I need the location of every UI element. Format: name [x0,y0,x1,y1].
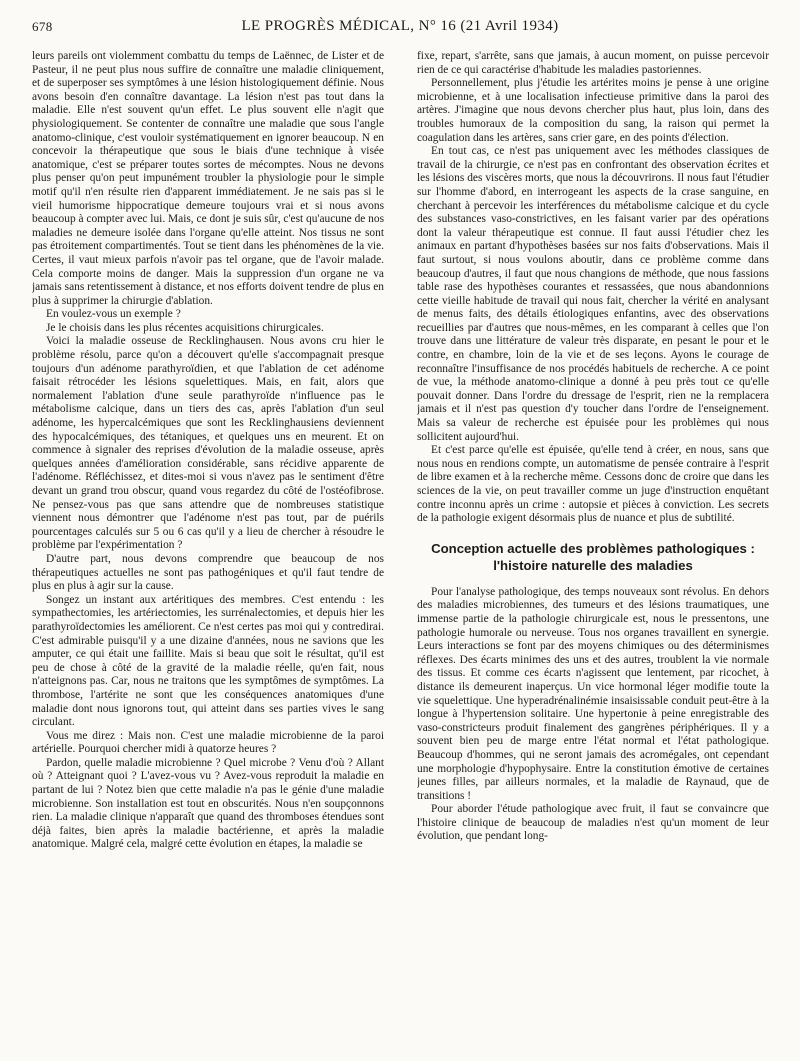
right-column [417,50,769,1046]
paragraph: En voulez-vous un exemple ? [46,308,181,321]
paragraph: Je le choisis dans les plus récentes acquisitions chirurgicales. [46,321,324,334]
paragraph: D'autre part, nous devons comprendre que beaucoup de nos thérapeutiques actuelles ne sont pas pathogéniques et qu'il faut tendre de plus en plus à agir sur la cause. [32,552,384,593]
section-heading [417,540,769,574]
paragraph: Personnellement, plus j'étudie les artérites moins je pense à une origine microbienne, et à une localisation infectieuse primitive dans la paroi des artères. J'imagine que nous devons chercher plus haut, plus loin, dans des troubles humoraux de la composition du sang, la raison qui permet la coagulation dans les artères, sans crier gare, en des points d'élection. [417,77,769,144]
paragraph: leurs pareils ont violemment combattu du temps de Laënnec, de Lister et de Pasteur, il ne peut plus nous suffire de connaître une maladie cliniquement, et de superposer ses symptômes à une lésion histologiquement définie. Nous avons besoin d'en connaître davantage. La lésion n'est pas tout dans la maladie. Elle n'est souvent qu'un effet. Le plus souvent elle n'agit que physiologiquement. Se contenter de connaître une maladie que sous l'angle anatomo-clinique, c'est vouloir systématiquement en ignorer beaucoup. N en concevoir la thérapeutique que sous le biais d'une technique à visée anatomique, c'est se préparer toutes sortes de mécomptes. Nous ne devons plus penser qu'on peut impunément troubler la physiologie pour le simple motif qu'il n'en résulte rien d'apparent immédiatement. Je ne sais pas si le vieil humorisme hippocratique demeure toujours vrai et si nous avons beaucoup à compter avec lui. Mais, ce dont je suis sûr, c'est qu'aucune de nos maladies ne demeure isolée dans l'organe qu'elle atteint. Nos tissus ne sont pas étroitement compartimentés. Tout se tient dans les phénomènes de la vie. Certes, il vaut mieux parfois n'avoir pas tel organe, que de l'avoir malade. Cela comporte moins de danger. Mais la suppression d'un organe ne va jamais sans retentissement à distance, et nos efforts doivent tendre de plus en plus à supprimer la chirurgie d'ablation. [32,50,384,307]
paragraph: Songez un instant aux artéritiques des membres. C'est entendu : les sympathectomies, les artériectomies, les surrénalectomies, et depuis hier les parathyroïdectomies les améliorent. Ce n'est certes pas moi qui y contredirai. C'est admirable puisqu'il y a une dizaine d'années, nous ne savions que les amputer, ce qui était une faillite. Mais si beau que soit le résultat, qu'il est peu de chose à côté de la gravité de la maladie réelle, qu'en fait, nous n'atteignons pas. Car, nous ne traitons que les symptômes de symptômes. La thrombose, l'artérite ne sont que les conséquences anatomiques d'une maladie dont nous ignorons tout, qui atteint dans ses parties vives le sang circulant. [32,593,384,729]
section-heading-line-1: Conception actuelle des problèmes pathologiques : [431,540,755,556]
page-header [32,18,768,40]
paragraph: En tout cas, ce n'est pas uniquement avec les méthodes classiques de travail de la chirurgie, ce n'est pas en confrontant des observation écrites et les lésions des viscères morts, que nous la découvrirons. Il nous faut l'étudier sur l'homme d'abord, en interrogeant les aspects de la crase sanguine, en cherchant à percevoir les interférences du métabolisme calcique et du cycle des substances vaso-constrictives, en les faisant varier par des opérations dont la valeur thérapeutique est connue. Il faut aussi l'étudier chez les animaux en partant d'hypothèses basées sur nos faits d'observations. Mais il faut surtout, si nous voulons aboutir, dans ce problème comme dans beaucoup d'autres, il faut que nous changions de méthode, que nous fassions table rase des hypothèses courantes et ressassées, que nous abandonnions cette vieille habitude de travail qui nous fait, chercher la vérité en analysant de menus faits, des détails étiologiques enfantins, avec des observations recueillies par d'autres que nous-mêmes, en les comparant à celles que l'on trouve dans une littérature de valeur très disparate, en pesant le pour et le contre, en chambre, loin de la vie et de ses leçons. Ayons le courage de reconnaître l'insuffisance de nos procédés habituels de recherche. A ce point de vue, la méthode anatomo-clinique a donné à peu près tout ce qu'elle pouvait donner. Dans l'ordre du dressage de l'esprit, rien ne la remplacera jamais et il n'est pas question d'y toucher dans l'ordre de l'enseignement. Mais sa valeur de recherche est épuisée pour les problèmes qui nous sollicitent aujourd'hui. [417,145,769,443]
paragraph: fixe, repart, s'arrête, sans que jamais, à aucun moment, on puisse percevoir rien de ce qui caractérise d'habitude les maladies pastoriennes. [417,50,769,76]
left-column [32,50,384,1046]
page-number: 678 [32,19,53,34]
paragraph: Voici la maladie osseuse de Recklinghausen. Nous avons cru hier le problème résolu, parce qu'on a découvert qu'elle s'accompagnait presque toujours d'un adénome parathyroïdien, et que l'ablation de cet adénome faisait rétrocéder les lésions squelettiques. Mais, en fait, alors que normalement l'ablation d'une seule parathyroïde n'influence pas le métabolisme calcique, dans un tiers des cas, après l'ablation d'un seul adénome, les hypercalcémiques que sont les Recklinghausiens deviennent des hypocalcémiques, des tétaniques, et quelques uns en meurent. Et on commence à signaler des reprises d'évolution de la maladie osseuse, après quelques années d'amélioration considérable, sans récidive apparente de l'adénome. Réfléchissez, et dites-moi si vous n'avez pas le sentiment d'être devant un grand trou obscur, quand vous regardez du côté de l'ostéofibrose. Ne pensez-vous pas que sans attendre que de nombreuses statistique viennent nous démontrer que l'adénome n'est pas tout, par de puérils pourcentages calculés sur 5 ou 6 cas qu'il y a lieu de chercher à résoudre le problème par l'expérimentation ? [32,335,384,552]
paragraph: Pour l'analyse pathologique, des temps nouveaux sont révolus. En dehors des maladies microbiennes, des tumeurs et des lésions traumatiques, une immense partie de la pathologie chirurgicale est, nous le pressentons, une pathologie humorale ou nerveuse. Tous nos organes travaillent en synergie. Leurs interactions se font par des moyens chimiques ou des déterminismes réflexes. Des écarts minimes des uns et des autres, troublent la vie normale des tissus. Et comme ces écarts n'agissent que lentement, par ricochet, à distance ils demeurent inaperçus. Un vice hormonal léger modifie toute la vie squelettique. Une hyperadrénalinémie insaisissable conduit peut-être à la longue à l'hypertension solitaire. Une hypertonie à peine enregistrable des vaso-constricteurs produit finalement des gangrènes périphériques. Il y a souvent bien peu de marge entre l'état normal et l'état pathologique. Beaucoup d'hommes, qui ne seront jamais des acromégales, ont cependant une morphologie d'hypophysaire. Entre la constitution émotive de certaines jeunes filles, par ailleurs normales, et la maladie de Raynaud, que de transitions ! [417,585,769,802]
paragraph: Pardon, quelle maladie microbienne ? Quel microbe ? Venu d'où ? Allant où ? Atteignant quoi ? L'avez-vous vu ? Avez-vous reproduit la maladie en partant de lui ? Notez bien que cette maladie n'a pas le génie d'une maladie microbienne. Son installation est tout en obscurités. Nous n'en soupçonnons rien. La maladie clinique n'apparaît que quand des thromboses étendues sont déjà faites, bien après la maladie bactérienne, et après la maladie anatomique. Malgré cela, malgré cette évolution en étapes, la maladie se [32,756,384,851]
paragraph: Vous me direz : Mais non. C'est une maladie microbienne de la paroi artérielle. Pourquoi chercher midi à quatorze heures ? [32,729,384,756]
running-title: LE PROGRÈS MÉDICAL, N° 16 (21 Avril 1934) [241,18,559,34]
paragraph: Pour aborder l'étude pathologique avec fruit, il faut se convaincre que l'histoire clinique de beaucoup de maladies n'est qu'un moment de leur évolution, que pendant long- [417,803,769,843]
section-heading-line-2: l'histoire naturelle des maladies [493,557,693,573]
paragraph: Et c'est parce qu'elle est épuisée, qu'elle tend à créer, en nous, sans que nous nous en rendions compte, un automatisme de pensée contraire à l'esprit de libre examen et à la recherche même. Cessons donc de croire que dans les sciences de la vie, on peut travailler comme un juge d'instruction enquêtant contre inconnu après un crime : autopsie et pièces à conviction. Les secrets de la pathologie exigent désormais plus de nuance et plus de subtilité. [417,444,769,525]
